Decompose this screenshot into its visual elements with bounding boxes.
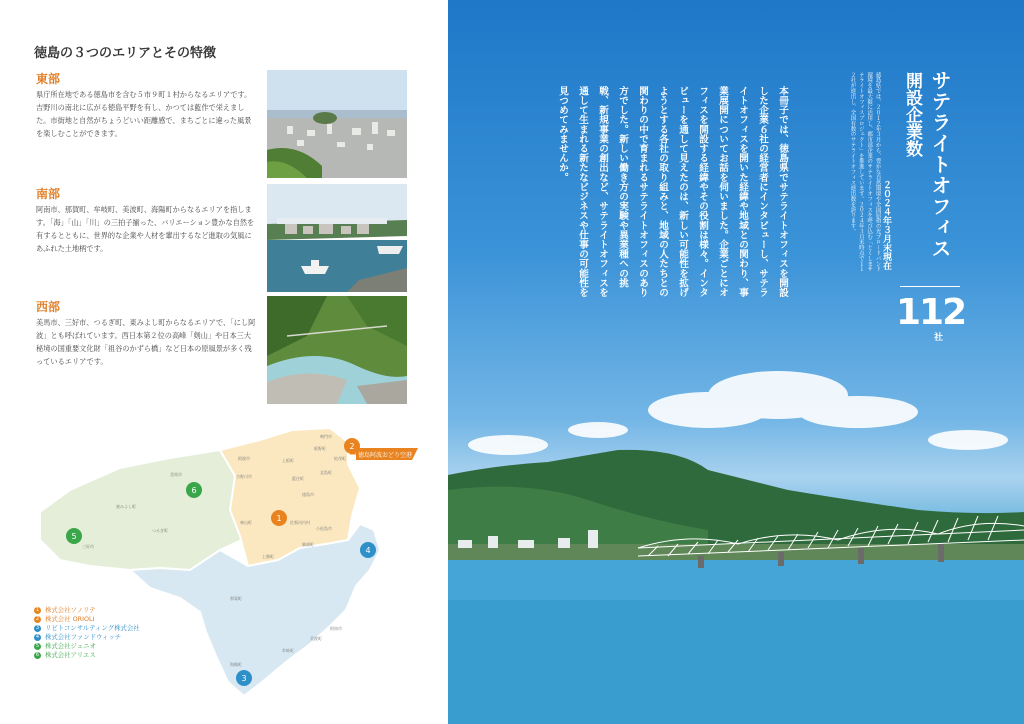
airport-callout: 徳島阿波おどり空港 xyxy=(358,452,413,459)
south-photo xyxy=(267,184,407,292)
svg-text:4: 4 xyxy=(365,546,371,555)
left-page xyxy=(0,0,448,724)
place-label: 藍住町 xyxy=(292,476,304,481)
place-label: 鳴門市 xyxy=(320,434,332,439)
place-label: 東みよし町 xyxy=(116,504,136,509)
place-label: 小松島市 xyxy=(316,526,332,531)
svg-text:2: 2 xyxy=(349,442,355,451)
office-count: 112 xyxy=(896,292,966,333)
legend-item: 5 株式会社ジェニオ xyxy=(35,642,96,650)
place-label: 徳島市 xyxy=(302,492,314,497)
svg-text:3: 3 xyxy=(241,674,247,683)
place-label: 牟岐町 xyxy=(282,648,294,653)
intro-note: 徳島県では、２０１２年３月から、豊かな自然環境や全国屈指の光ブロードバンド環境を最大限に活用し、都市部企業のサテライトオフィスを呼び込む「とくしまサテライトオフィスプロジェクト」を推進しています。２０２４年３月末時点で１１２社が進出し、全国有数のサテライトオフィス進出数を誇ります。 xyxy=(849,72,881,272)
east-body: 県庁所在地である徳島市を含む５市９町１村からなるエリアです。吉野川の南北に広がる徳島平野を有し、かつては藍作で栄えました。市街地と自然がちょうどいい距離感で、まちごとに違った風景を楽しむことができます。 xyxy=(36,90,252,138)
place-label: 板野町 xyxy=(314,446,326,451)
svg-text:5: 5 xyxy=(71,532,77,541)
company-legend xyxy=(34,606,140,660)
place-label: 阿南市 xyxy=(330,626,342,631)
place-label: 神山町 xyxy=(240,520,252,525)
place-label: 上勝町 xyxy=(262,554,274,559)
place-label: 吉野川市 xyxy=(236,474,252,479)
count-unit: 社 xyxy=(934,333,944,343)
svg-text:1: 1 xyxy=(276,514,282,523)
map-marker-6 xyxy=(186,482,202,498)
map-marker-2 xyxy=(344,438,360,454)
vertical-date: ２０２４年３月末現在 xyxy=(881,180,891,270)
legend-item: 3 リビトコンサルティング株式会社 xyxy=(35,624,140,632)
map-marker-1 xyxy=(271,510,287,526)
vertical-title: サテライトオフィス xyxy=(928,70,952,259)
east-title: 東部 xyxy=(36,72,61,86)
place-label: 那賀町 xyxy=(230,596,242,601)
map-marker-4 xyxy=(360,542,376,558)
map-marker-3 xyxy=(236,670,252,686)
vertical-subtitle: 開設企業数 xyxy=(902,72,922,157)
place-label: 阿波市 xyxy=(238,456,250,461)
place-label: 三好市 xyxy=(82,544,94,549)
place-label: 松茂町 xyxy=(334,456,346,461)
svg-text:6: 6 xyxy=(191,486,197,495)
title-rule xyxy=(900,286,960,287)
right-page xyxy=(448,0,1024,724)
legend-item: 4 株式会社ファンドウィッチ xyxy=(35,633,122,641)
map-marker-5 xyxy=(66,528,82,544)
east-photo xyxy=(267,70,407,178)
tokushima-map xyxy=(30,420,440,710)
west-photo xyxy=(267,296,407,404)
west-title: 西部 xyxy=(36,300,61,314)
place-label: 美波町 xyxy=(310,636,322,641)
place-label: 美馬市 xyxy=(170,472,182,477)
west-body: 美馬市、三好市、つるぎ町、東みよし町からなるエリアで、「にし阿波」とも呼ばれています。西日本第２位の高峰「剣山」や日本三大秘境の国重要文化財「祖谷のかずら橋」など日本の原風景が多く残っているエリアです。 xyxy=(36,318,256,366)
place-label: 上板町 xyxy=(282,458,294,463)
place-label: 勝浦町 xyxy=(302,542,314,547)
place-label: つるぎ町 xyxy=(152,528,168,533)
place-label: 海陽町 xyxy=(230,662,242,667)
south-title: 南部 xyxy=(36,187,61,201)
place-label: 北島町 xyxy=(320,470,332,475)
south-body: 阿南市、那賀町、牟岐町、美波町、海陽町からなるエリアを指します。「海」「山」「川」の三拍子揃った、バリエーション豊かな自然を有するとともに、世界的な企業や人材を輩出するなど進取の気風にあふれた土地柄です。 xyxy=(36,205,255,253)
page-heading: 徳島の３つのエリアとその特徴 xyxy=(34,46,217,61)
legend-item: 2 株式会社 ORIOLI xyxy=(35,615,95,623)
intro-body: 本冊子では、徳島県でサテライトオフィスを開設した企業６社の経営者にインタビューし、サテライトオフィスを開いた経緯や地域との関わり、事業展開についてお話を伺いました。企業ごとにオフィスを開設する経緯やその役割は様々。インタビューを通して見えたのは、新しい可能性を拡げようとする各社の取り組みと、地域の人たちとの関わりの中で育まれるサテライトオフィスのあり方でした。新しい働き方の実験や異業種への挑戦、新規事業の創出など、サテライトオフィスを通して生まれる新たなビジネスや仕事の可能性を見つめてみませんか。 xyxy=(557,86,788,298)
legend-item: 6 株式会社アリエス xyxy=(35,651,96,659)
place-label: 佐那河内村 xyxy=(290,520,310,525)
legend-item: 1 株式会社ソノリテ xyxy=(35,606,96,614)
